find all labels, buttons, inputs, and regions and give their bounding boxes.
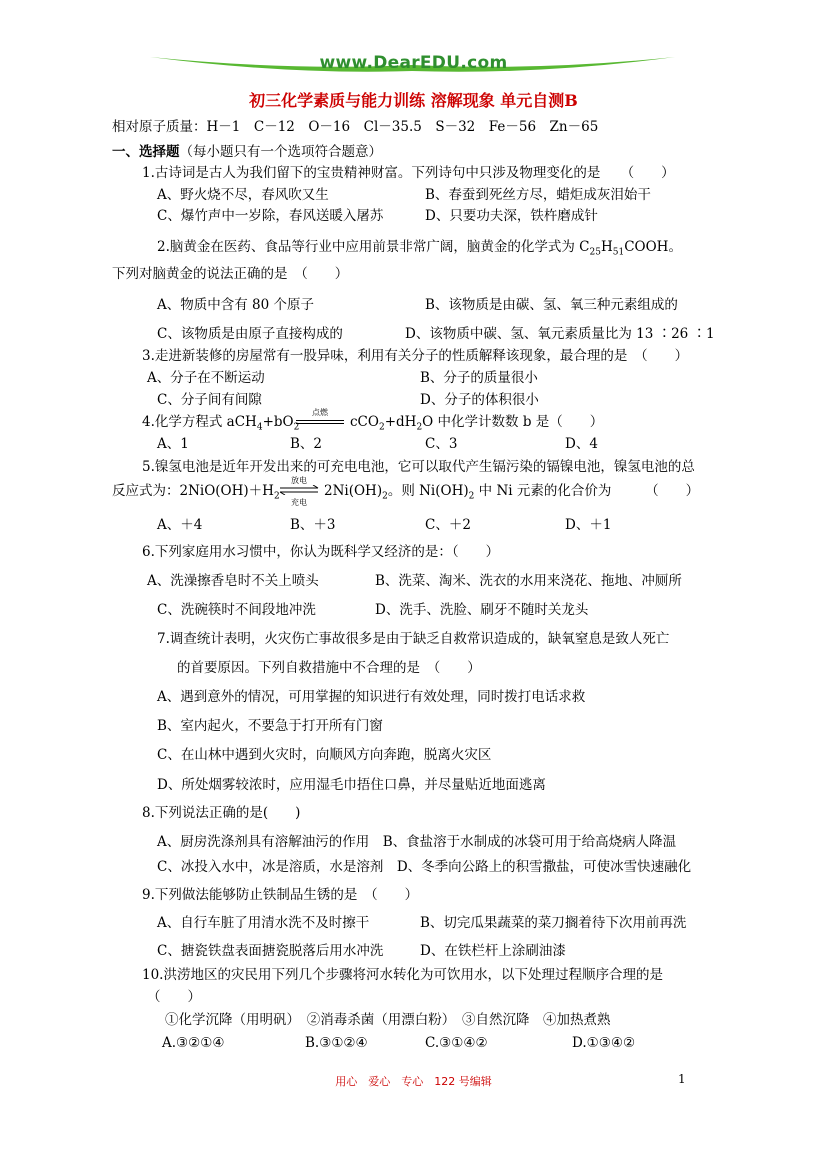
q5-stem-1: 5.镍氢电池是近年开发出来的可充电电池，它可以取代产生镉污染的镉镍电池，镍氢电池的总	[142, 459, 695, 475]
q7-option-a: A、遇到意外的情况，可用掌握的知识进行有效处理，同时拨打电话求救	[157, 689, 586, 705]
q7-option-c: C、在山林中遇到火灾时，向顺风方向奔跑，脱离火灾区	[157, 747, 492, 763]
q5-stem-2-rest	[324, 482, 699, 506]
q6-stem: 6.下列家庭用水习惯中，你认为既科学又经济的是：（ ）	[142, 544, 500, 560]
q2-option-d: D、该物质中碳、氢、氧元素质量比为 13 ∶26 ∶1	[405, 326, 715, 342]
q4-option-a: A、1	[157, 436, 189, 452]
page-number: 1	[678, 1072, 686, 1086]
q10-option-a: A.③②①④	[162, 1035, 225, 1051]
q2-text: 2.脑黄金在医药、食品等行业中应用前景非常广阔，脑黄金的化学式为 C	[157, 239, 590, 255]
q6-option-b: B、洗菜、淘米、洗衣的水用来浇花、拖地、冲厕所	[375, 573, 682, 589]
q5-option-b: B、＋3	[290, 517, 336, 533]
q1-option-d: D、只要功夫深，铁杵磨成针	[425, 208, 598, 224]
q4-sub-d: 2	[416, 422, 423, 433]
q5-option-c: C、＋2	[425, 517, 471, 533]
q3-option-d: D、分子的体积很小	[420, 392, 539, 408]
q9-option-d: D、在铁栏杆上涂刷油漆	[420, 943, 566, 959]
q6-option-d: D、洗手、洗脸、刷牙不随时关龙头	[375, 602, 589, 618]
q5-charge-label: 充电	[291, 498, 307, 507]
q5-text-b: 2Ni(OH)	[324, 483, 383, 499]
q4-text-a: 4.化学方程式 aCH	[142, 414, 257, 430]
q9-stem: 9.下列做法能够防止铁制品生锈的是 （ ）	[142, 887, 419, 903]
q10-option-b: B.③①②④	[305, 1035, 368, 1051]
q5-option-a: A、＋4	[157, 517, 203, 533]
q4-option-d: D、4	[565, 436, 598, 452]
q2-text-end: COOH。	[624, 239, 682, 255]
q4-condition: 点燃	[312, 408, 328, 417]
q2-option-b: B、该物质是由碳、氢、氧三种元素组成的	[425, 297, 678, 313]
q3-option-c: C、分子间有间隙	[157, 392, 262, 408]
q1-option-c: C、爆竹声中一岁除，春风送暖入屠苏	[157, 208, 384, 224]
q2-text-h: H	[600, 239, 613, 255]
q2-sub-2: 51	[612, 247, 625, 258]
q2-option-c: C、该物质是由原子直接构成的	[157, 326, 343, 342]
q4-arrow-line-2	[296, 423, 344, 424]
q8-options-cd: C、冰投入水中，冰是溶质，水是溶剂 D、冬季向公路上的积雪撒盐，可使冰雪快速融化	[157, 859, 692, 875]
q4-stem-rest	[350, 413, 603, 437]
q5-option-d: D、＋1	[565, 517, 612, 533]
q3-stem: 3.走进新装修的房屋常有一股异味，利用有关分子的性质解释该现象，最合理的是 （ ）	[142, 348, 689, 364]
q10-answer-paren: （ ）	[147, 989, 201, 1005]
q5-stem-2	[112, 482, 280, 506]
q1-option-a: A、野火烧不尽，春风吹又生	[157, 187, 329, 203]
q9-option-a: A、自行车脏了用清水洗不及时擦干	[157, 915, 370, 931]
q4-text-c: cCO	[350, 414, 379, 430]
q7-stem-2: 的首要原因。下列自救措施中不合理的是 （ ）	[177, 660, 481, 676]
q8-options-ab: A、厨房洗涤剂具有溶解油污的作用 B、食盐溶于水制成的冰袋可用于给高烧病人降温	[157, 834, 677, 850]
q4-sub-c: 2	[378, 422, 385, 433]
q5-text-d: 中 Ni 元素的化合价为 （ ）	[474, 483, 700, 499]
q1-stem: 1.古诗词是古人为我们留下的宝贵精神财富。下列诗句中只涉及物理变化的是 （ ）	[142, 165, 675, 181]
q7-stem-1: 7.调查统计表明，火灾伤亡事故很多是由于缺乏自救常识造成的，缺氧窒息是致人死亡	[157, 631, 670, 647]
q4-text-e: O 中化学计数数 b 是（ ）	[422, 414, 604, 430]
q3-option-a: A、分子在不断运动	[147, 370, 265, 386]
section-heading	[112, 143, 382, 161]
q9-option-b: B、切完瓜果蔬菜的菜刀搁着待下次用前再洗	[420, 915, 687, 931]
q2-sub-1: 25	[589, 247, 601, 258]
q5-discharge-label: 放电	[291, 476, 307, 485]
footer-note: 用心 爱心 专心 122 号编辑	[335, 1075, 492, 1088]
q5-double-arrow-icon	[278, 485, 320, 495]
q5-reaction-arrow	[278, 476, 320, 512]
q5-sub-3: 2	[468, 491, 475, 502]
q2-stem-2: 下列对脑黄金的说法正确的是 （ ）	[112, 266, 349, 282]
q4-option-c: C、3	[425, 436, 458, 452]
q4-arrow-line-1	[296, 420, 344, 421]
q10-stem: 10.洪涝地区的灾民用下列几个步骤将河水转化为可饮用水，以下处理过程顺序合理的是	[142, 967, 663, 983]
section-note: （每小题只有一个选项符合题意）	[179, 144, 382, 160]
q4-text-d: +dH	[384, 414, 417, 430]
q6-option-c: C、洗碗筷时不间段地冲洗	[157, 602, 316, 618]
q5-text-a: 反应式为：2NiO(OH)＋H	[112, 483, 274, 499]
q10-option-c: C.③①④②	[425, 1035, 488, 1051]
q10-option-d: D.①③④②	[572, 1035, 636, 1051]
site-url[interactable]: www.DearEDU.com	[319, 53, 508, 73]
q7-option-d: D、所处烟雾较浓时，应用湿毛巾捂住口鼻，并尽量贴近地面逃离	[157, 777, 546, 793]
q1-option-b: B、春蚕到死丝方尽，蜡炬成灰泪始干	[425, 187, 651, 203]
q8-stem: 8.下列说法正确的是( )	[142, 805, 301, 821]
q4-reaction-arrow	[296, 408, 344, 430]
q5-text-c: 。则 Ni(OH)	[387, 483, 469, 499]
q4-sub-a: 4	[256, 422, 263, 433]
atomic-masses: 相对原子质量：H－1 C－12 O－16 Cl－35.5 S－32 Fe－56 Zn－65	[112, 119, 599, 135]
q5-sub-1: 2	[273, 491, 280, 502]
q10-steps: ①化学沉降（用明矾） ②消毒杀菌（用漂白粉） ③自然沉降 ④加热煮熟	[165, 1012, 611, 1028]
q7-option-b: B、室内起火，不要急于打开所有门窗	[157, 718, 383, 734]
q4-sub-b: 2	[293, 422, 300, 433]
section-title: 一、选择题	[112, 144, 180, 160]
q2-stem-1	[157, 238, 682, 262]
q6-option-a: A、洗澡擦香皂时不关上喷头	[147, 573, 319, 589]
q4-option-b: B、2	[290, 436, 323, 452]
q2-option-a: A、物质中含有 80 个原子	[157, 297, 315, 313]
q5-sub-2: 2	[382, 491, 388, 502]
page-title: 初三化学素质与能力训练 溶解现象 单元自测B	[249, 91, 578, 110]
q3-option-b: B、分子的质量很小	[420, 370, 538, 386]
q9-option-c: C、搪瓷铁盘表面搪瓷脱落后用水冲洗	[157, 943, 384, 959]
q4-text-b: +bO	[262, 414, 294, 430]
q4-stem	[142, 413, 299, 437]
